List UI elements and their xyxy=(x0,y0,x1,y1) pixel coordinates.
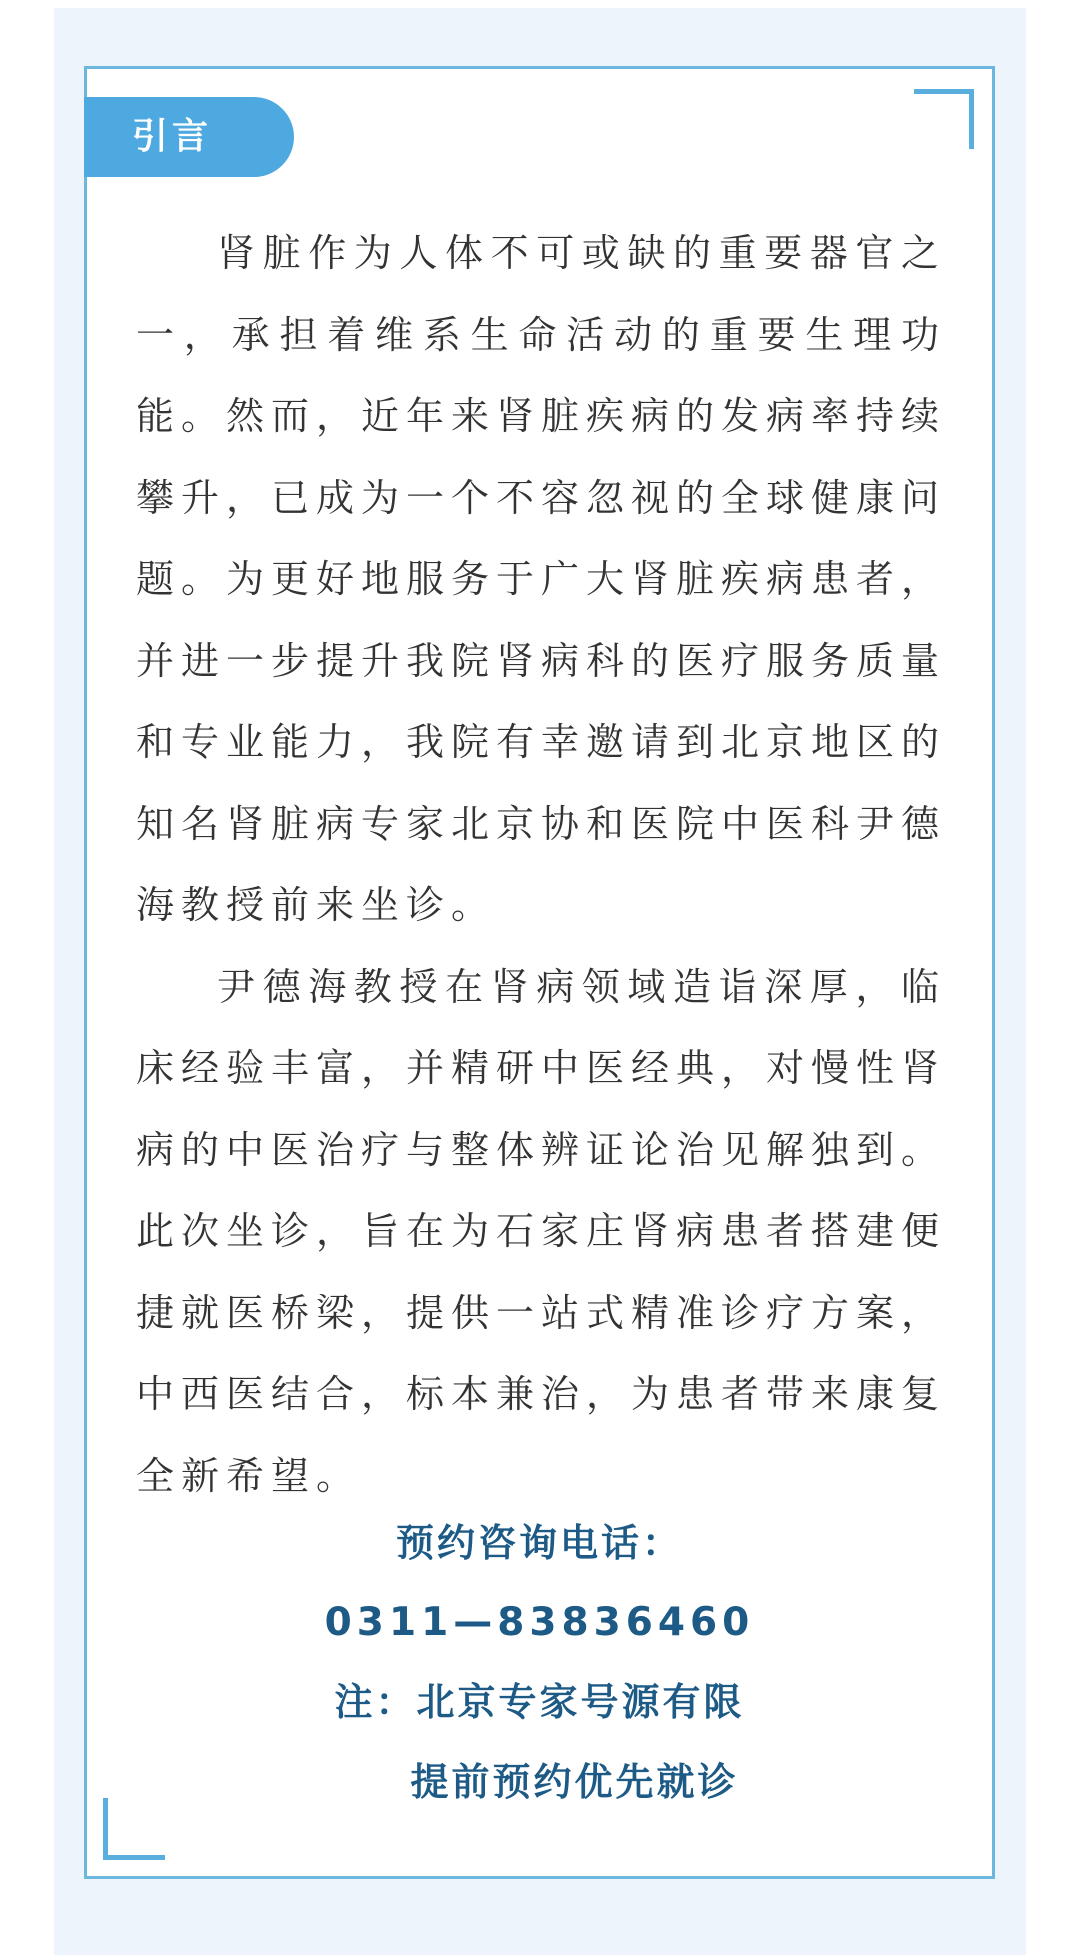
corner-decoration-top-right xyxy=(914,89,974,149)
contact-label: 预约咨询电话： xyxy=(395,1521,683,1565)
intro-paragraph-2: 尹德海教授在肾病领域造诣深厚，临床经验丰富，并精研中医经典，对慢性肾病的中医治疗与整体辨证论治见解独到。此次坐诊，旨在为石家庄肾病患者搭建便捷就医桥梁，提供一站式精准诊疗方案，中西医结合，标本兼治，为患者带来康复全新希望。 xyxy=(136,964,947,1498)
contact-note-secondary: 提前预约优先就诊 xyxy=(410,1760,739,1804)
contact-note: 注：北京专家号源有限 xyxy=(334,1680,745,1724)
intro-paragraph-1: 肾脏作为人体不可或缺的重要器官之一，承担着维系生命活动的重要生理功能。然而，近年来肾脏疾病的发病率持续攀升，已成为一个不容忽视的全球健康问题。为更好地服务于广大肾脏疾病患者，并进一步提升我院肾病科的医疗服务质量和专业能力，我院有幸邀请到北京地区的知名肾脏病专家北京协和医院中医科尹德海教授前来坐诊。 xyxy=(136,231,947,927)
contact-phone[interactable]: 0311—83836460 xyxy=(324,1600,755,1645)
intro-body xyxy=(136,213,946,1517)
section-tag: 引言 xyxy=(84,97,294,177)
